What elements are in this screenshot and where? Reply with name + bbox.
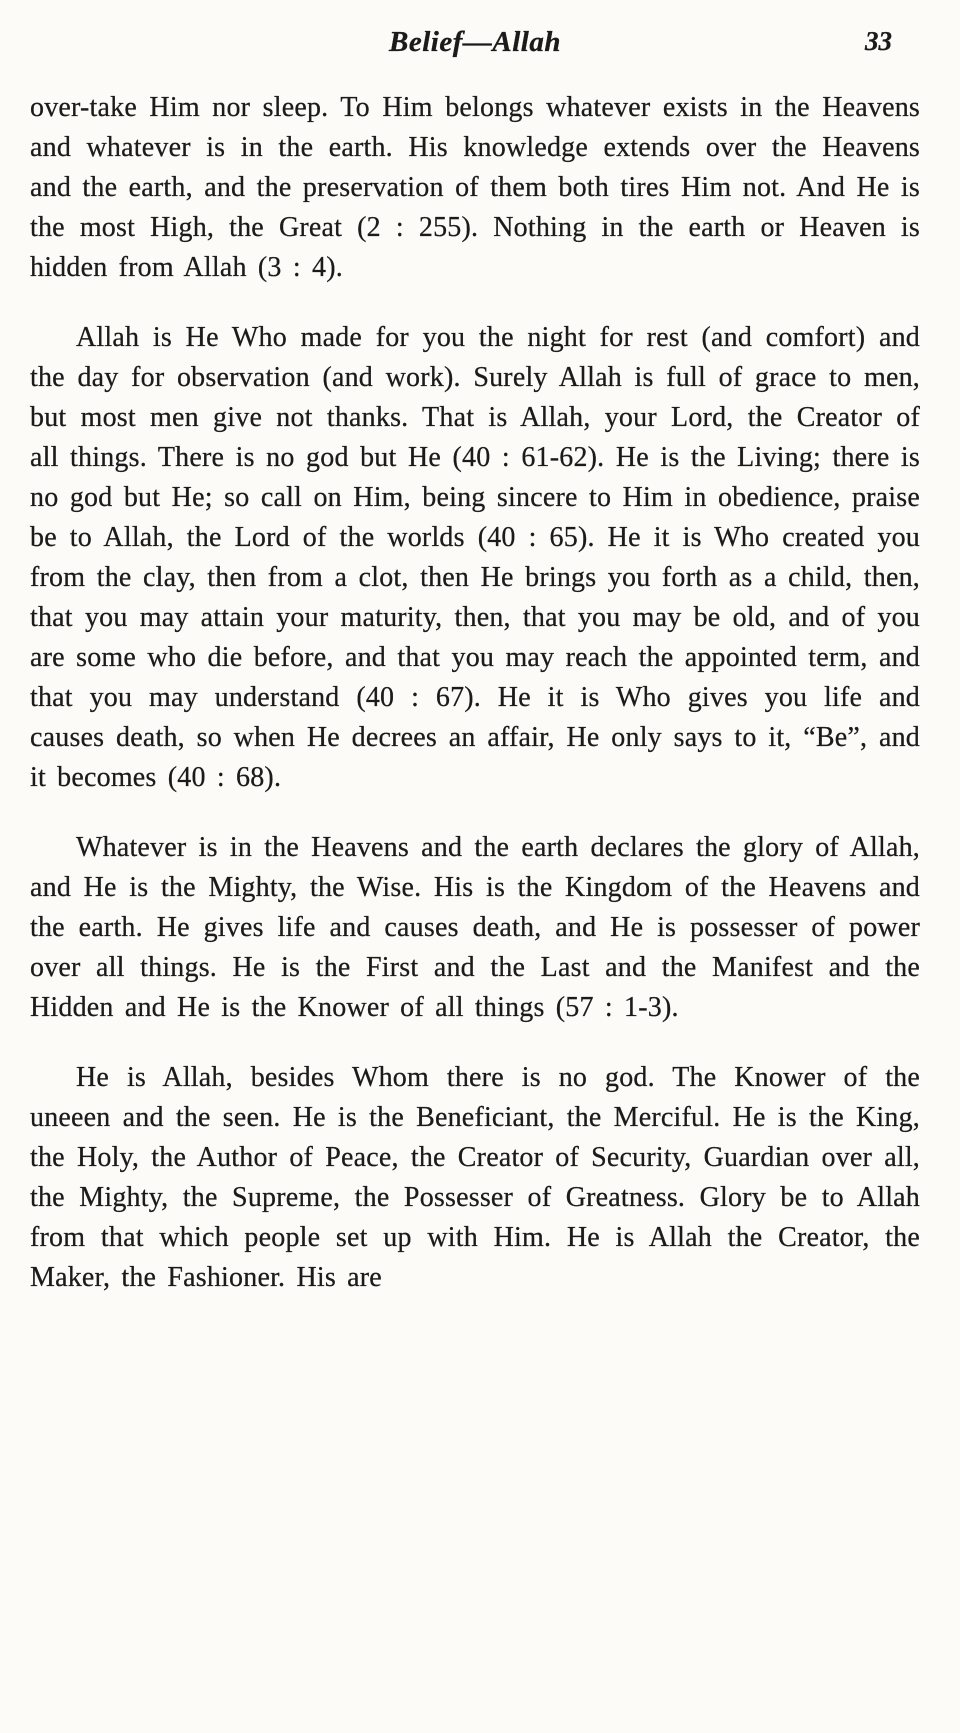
page-number: 33	[865, 26, 892, 56]
running-title: Belief—Allah	[389, 26, 561, 58]
page-body	[30, 88, 920, 1298]
paragraph-4: He is Allah, besides Whom there is no god. The Knower of the uneeen and the seen. He is the Beneficiant, the Merciful. He is the King, the Holy, the Author of Peace, the Creator of Security, Guardian over all, the Mighty, the Supreme, the Possesser of Greatness. Glory be to Allah from that which people set up with Him. He is Allah the Creator, the Maker, the Fashioner. His are	[30, 1062, 920, 1293]
page-header	[30, 26, 920, 70]
paragraph-1: over-take Him nor sleep. To Him belongs whatever exists in the Heavens and whatever is in the earth. His knowledge extends over the Heavens and the earth, and the preservation of them both tires Him not. And He is the most High, the Great (2 : 255). Nothing in the earth or Heaven is hidden from Allah (3 : 4).	[30, 92, 920, 283]
paragraph-2: Allah is He Who made for you the night for rest (and comfort) and the day for observation (and work). Surely Allah is full of grace to men, but most men give not thanks. That is Allah, your Lord, the Creator of all things. There is no god but He (40 : 61-62). He is the Living; there is no god but He; so call on Him, being sincere to Him in obedience, praise be to Allah, the Lord of the worlds (40 : 65). He it is Who created you from the clay, then from a clot, then He brings you forth as a child, then, that you may attain your maturity, then, that you may be old, and of you are some who die before, and that you may reach the appointed term, and that you may understand (40 : 67). He it is Who gives you life and causes death, so when He decrees an affair, He only says to it, “Be”, and it becomes (40 : 68).	[30, 322, 920, 793]
paragraph-3: Whatever is in the Heavens and the earth declares the glory of Allah, and He is the Mighty, the Wise. His is the Kingdom of the Heavens and the earth. He gives life and causes death, and He is possesser of power over all things. He is the First and the Last and the Manifest and the Hidden and He is the Knower of all things (57 : 1-3).	[30, 832, 920, 1023]
